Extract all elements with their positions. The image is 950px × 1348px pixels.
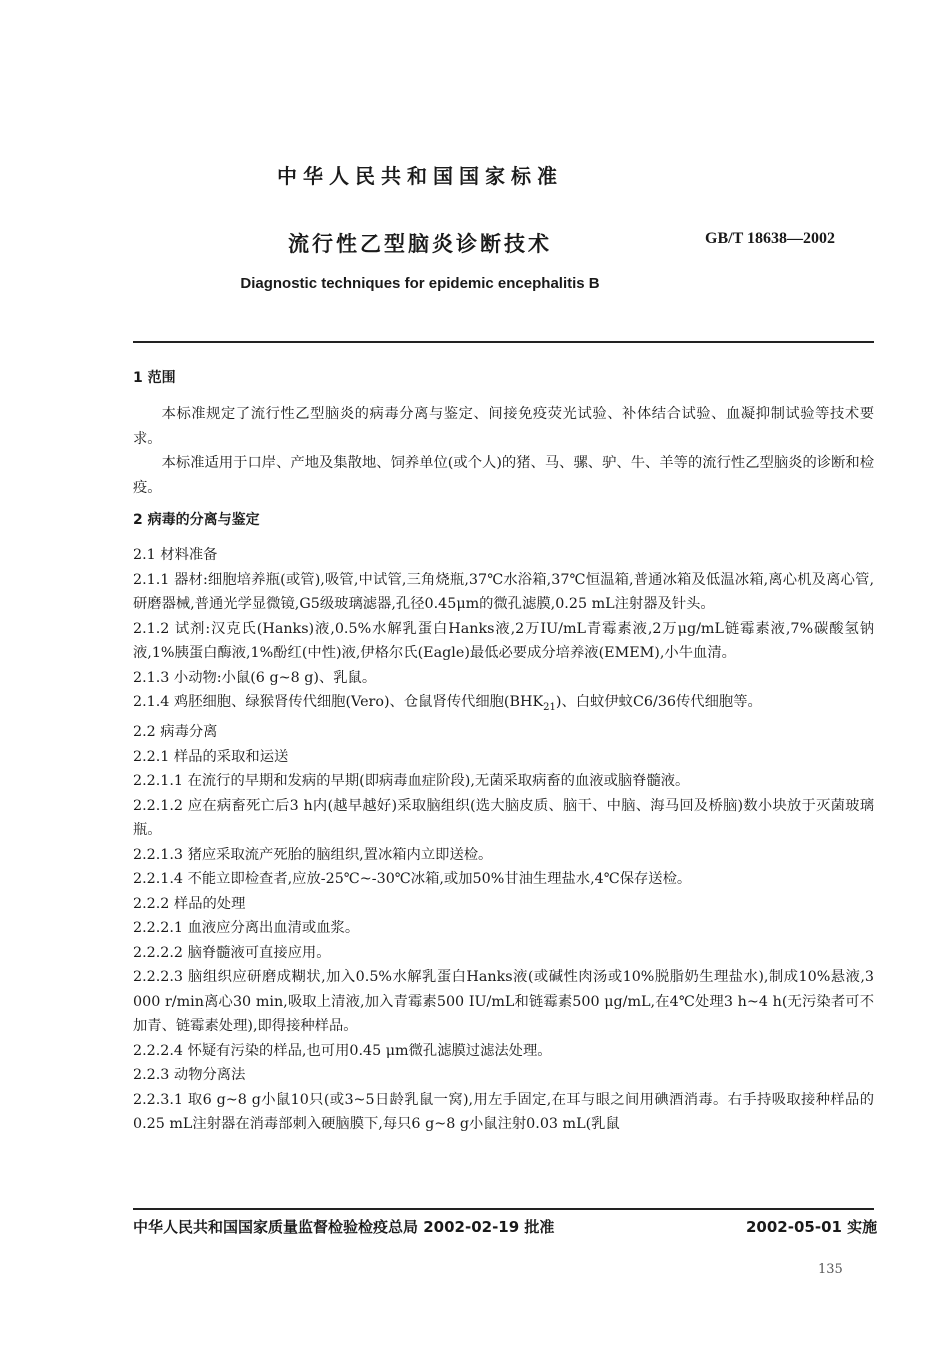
clause-text: )、白蚊伊蚊C6/36传代细胞等。 [555,694,762,710]
document-title: 流行性乙型脑炎诊断技术 [288,232,552,256]
clause-cells [133,690,874,720]
effective-date: 2002-05-01 实施 [746,1218,878,1236]
clause: 2.2.2.2 脑脊髓液可直接应用。 [133,944,331,961]
national-standard-label: 中华人民共和国国家标准 [277,164,563,188]
english-title: Diagnostic techniques for epidemic encephalitis B [240,275,600,292]
scope-paragraph: 本标准适用于口岸、产地及集散地、饲养单位(或个人)的猪、马、骡、驴、牛、羊等的流行性乙型脑炎的诊断和检疫。 [133,455,874,496]
clause: 2.2.2.1 血液应分离出血清或血浆。 [133,920,360,937]
standard-code: GB/T 18638—2002 [705,230,835,247]
subscript: 21 [543,701,556,713]
clause: 2.2.1.1 在流行的早期和发病的早期(即病毒血症阶段),无菌采取病畜的血液或脑脊髓液。 [133,773,690,790]
clause: 2.2.1.4 不能立即检查者,应放-25℃~-30℃冰箱,或加50%甘油生理盐水,4℃保存送检。 [133,871,692,888]
page-number: 135 [818,1262,843,1277]
clause: 2.2.1.3 猪应采取流产死胎的脑组织,置冰箱内立即送检。 [133,846,493,863]
section-heading-scope: 1 范围 [133,370,176,386]
clause: 2.1 材料准备 [133,547,218,563]
scope-paragraph: 本标准规定了流行性乙型脑炎的病毒分离与鉴定、间接免疫荧光试验、补体结合试验、血凝抑制试验等技术要求。 [133,406,874,447]
header-divider [133,341,874,343]
clause: 2.2.2 样品的处理 [133,895,246,912]
clause: 2.1.2 试剂:汉克氏(Hanks)液,0.5%水解乳蛋白Hanks液,2万IU/mL青霉素液,2万μg/mL链霉素液,7%碳酸氢钠液,1%胰蛋白酶液,1%酚红(中性)液,伊格尔氏(Eagle)最低必要成分培养液(EMEM),小牛血清。 [133,620,874,661]
clause: 2.2.1 样品的采取和运送 [133,748,289,765]
clause-text: 2.1.4 鸡胚细胞、绿猴肾传代细胞(Vero)、仓鼠肾传代细胞(BHK [133,694,544,710]
document-body [133,368,874,1137]
clause: 2.1.1 器材:细胞培养瓶(或管),吸管,中试管,三角烧瓶,37℃水浴箱,37℃恒温箱,普通冰箱及低温冰箱,离心机及离心管,研磨器械,普通光学显微镜,G5级玻璃滤器,孔径0.45μm的微孔滤膜,0.25 mL注射器及针头。 [133,571,874,612]
clause: 2.2.2.4 怀疑有污染的样品,也可用0.45 μm微孔滤膜过滤法处理。 [133,1042,552,1059]
footer-divider [133,1208,874,1210]
clause: 2.1.3 小动物:小鼠(6 g~8 g)、乳鼠。 [133,669,377,686]
approval-statement: 中华人民共和国国家质量监督检验检疫总局 2002-02-19 批准 [133,1218,555,1236]
clause: 2.2.1.2 应在病畜死亡后3 h内(越早越好)采取脑组织(选大脑皮质、脑干、中脑、海马回及桥脑)数小块放于灭菌玻璃瓶。 [133,797,874,839]
section-heading-isolation: 2 病毒的分离与鉴定 [133,512,260,528]
clause: 2.2.3 动物分离法 [133,1067,246,1084]
clause: 2.2.2.3 脑组织应研磨成糊状,加入0.5%水解乳蛋白Hanks液(或碱性肉汤或10%脱脂奶生理盐水),制成10%悬液,3 000 r/min离心30 min,吸取上清液,加入青霉素500 IU/mL和链霉素500 μg/mL,在4℃处理3 h~4 h(无污染者可不加青、链霉素处理),即得接种样品。 [133,969,874,1035]
clause: 2.2.3.1 取6 g~8 g小鼠10只(或3~5日龄乳鼠一窝),用左手固定,在耳与眼之间用碘酒消毒。右手持吸取接种样品的0.25 mL注射器在消毒部刺入硬脑膜下,每只6 g~8 g小鼠注射0.03 mL(乳鼠 [133,1091,874,1133]
clause: 2.2 病毒分离 [133,724,218,741]
